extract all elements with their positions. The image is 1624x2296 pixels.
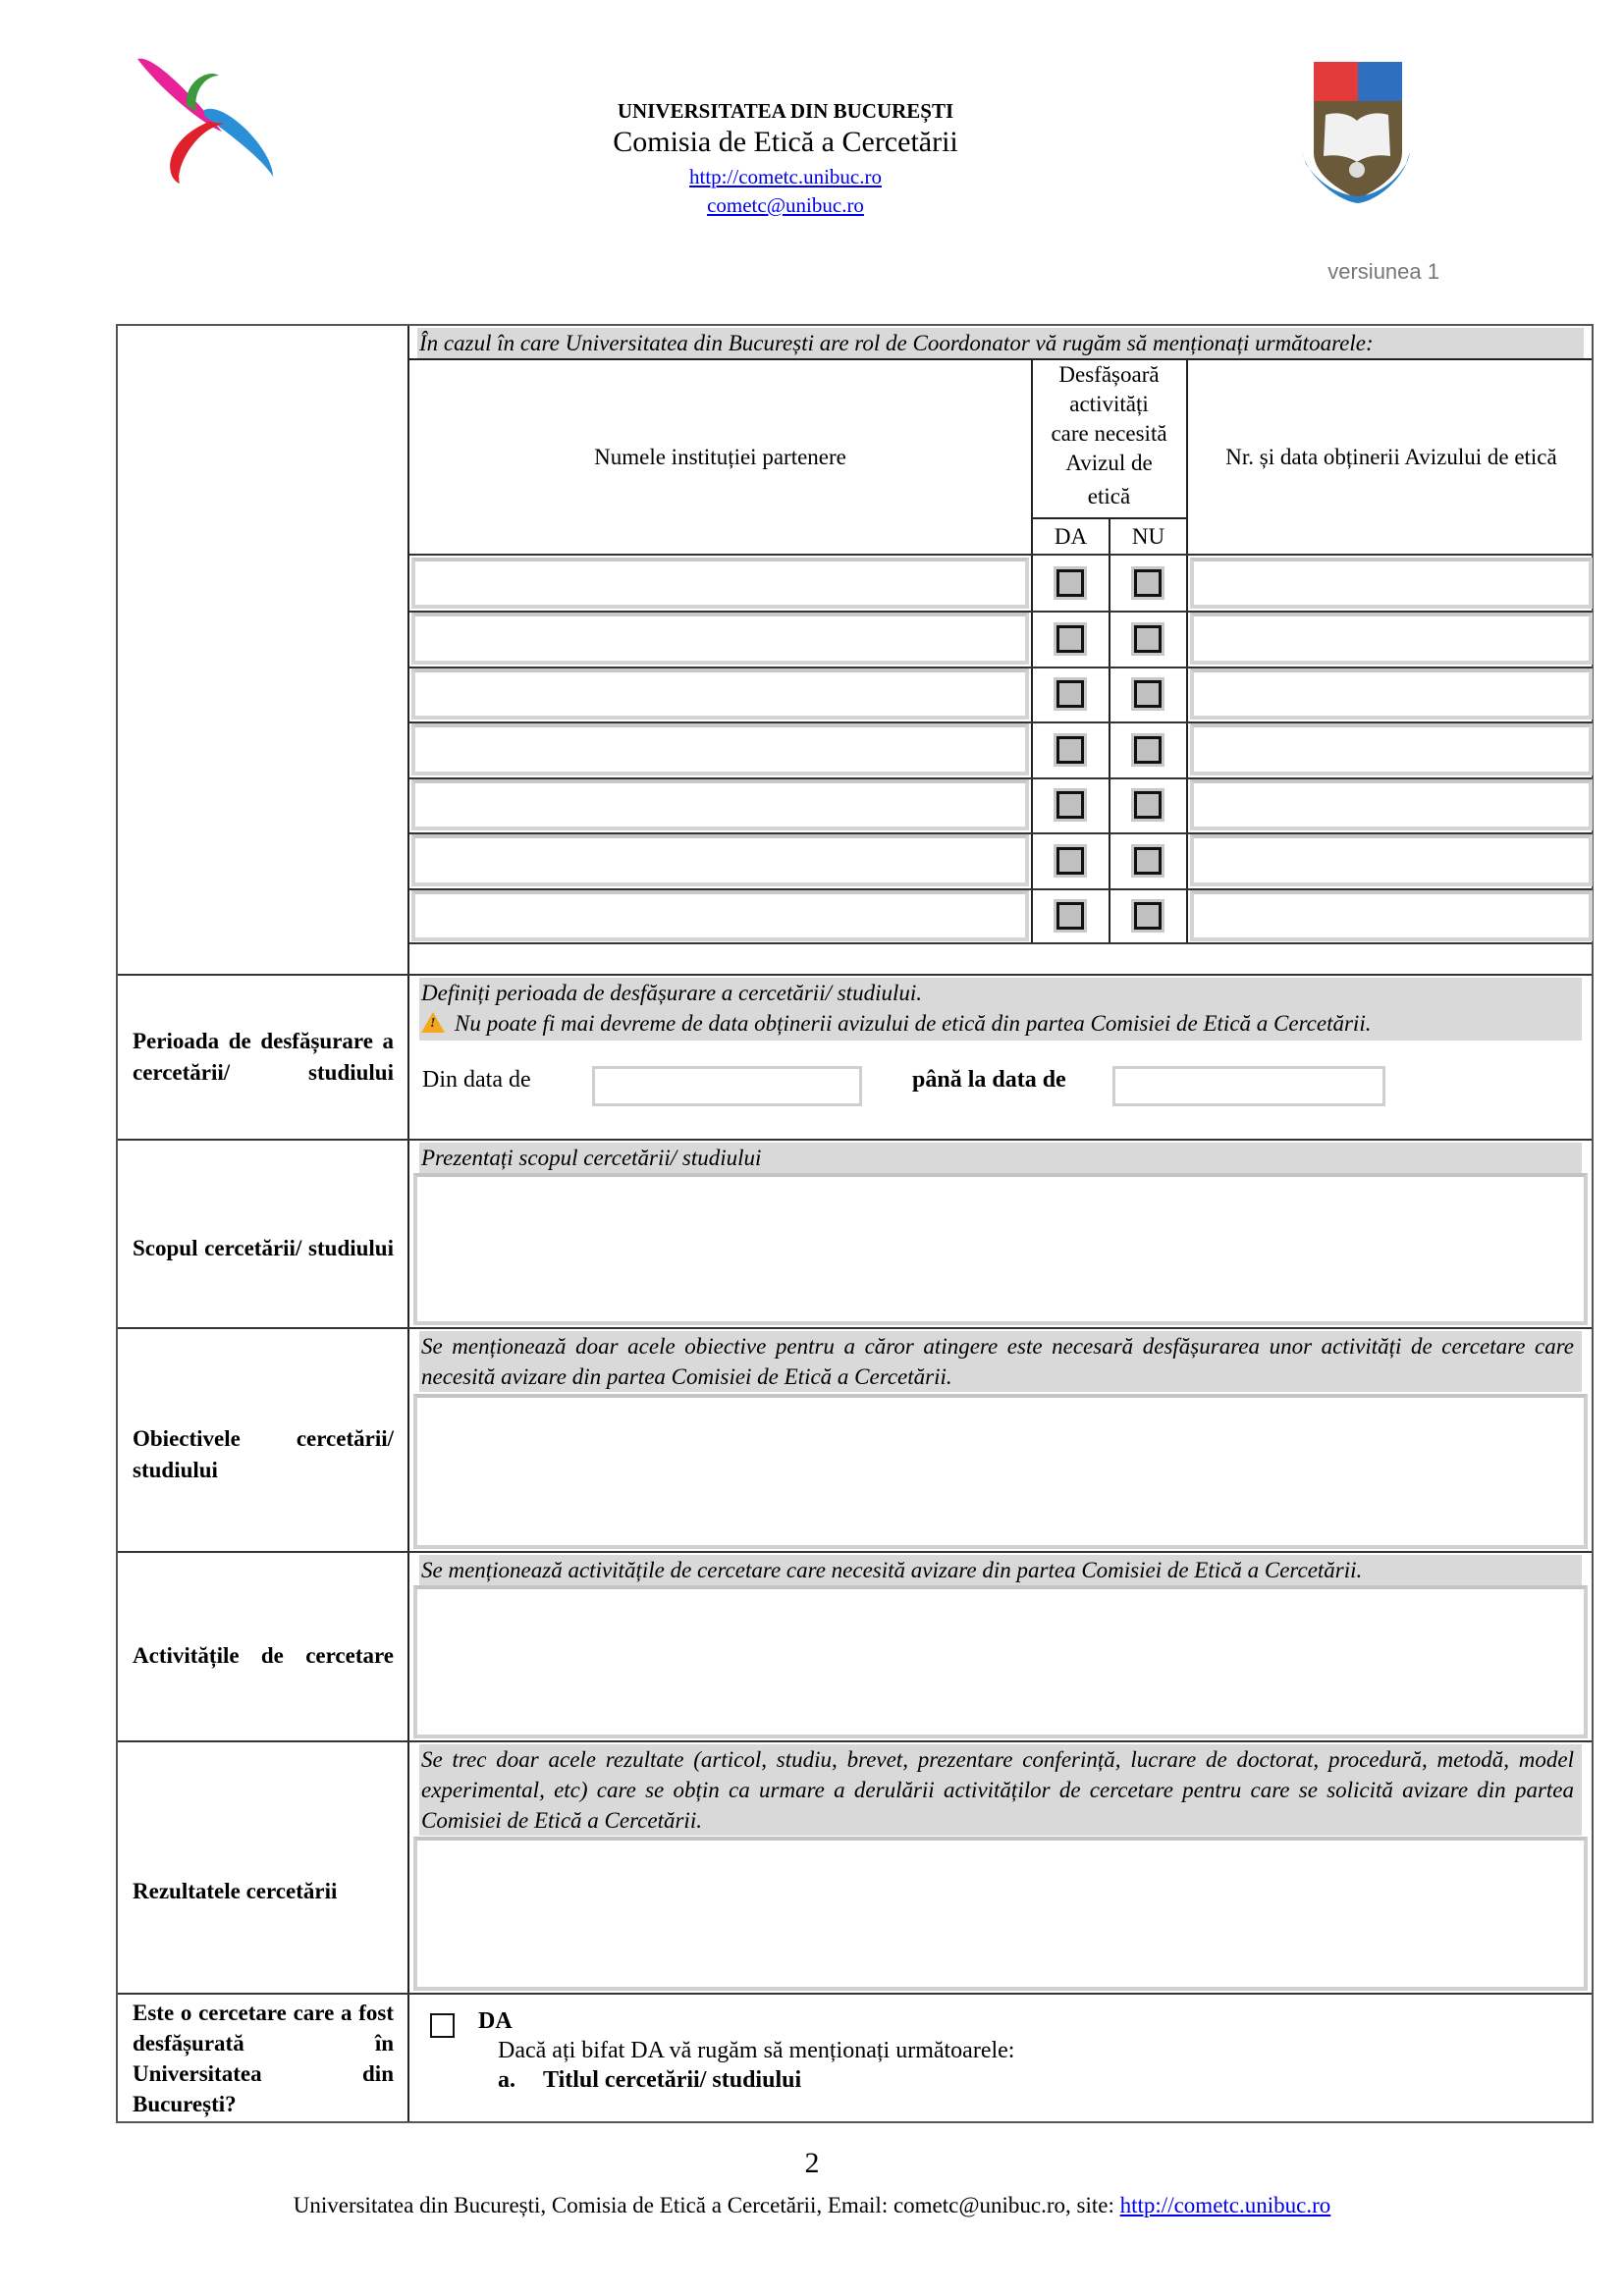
previous-research-label: Este o cercetare care a fost desfășurată în Universitatea din București?: [133, 2000, 394, 2116]
version-label: versiunea 1: [1327, 259, 1439, 284]
nu-checkbox[interactable]: [1134, 902, 1162, 930]
approval-header: Nr. și data obținerii Avizului de etică: [1225, 444, 1557, 469]
from-date-input[interactable]: [592, 1066, 862, 1106]
previous-research-row: [118, 1995, 1592, 2121]
da-header: DA: [1054, 524, 1088, 549]
period-label: Perioada de desfășurare a cercetării/ studiului: [133, 1029, 394, 1085]
da-checkbox[interactable]: [1056, 791, 1084, 819]
period-row: [118, 976, 1592, 1141]
results-row: [118, 1742, 1592, 1995]
from-date-label: Din data de: [422, 1067, 531, 1093]
results-label: Rezultatele cercetării: [133, 1878, 338, 1903]
approval-input[interactable]: [1190, 890, 1593, 941]
scope-hint: Prezentați scopul cercetării/ studiului: [419, 1143, 1582, 1173]
nu-checkbox[interactable]: [1134, 625, 1162, 653]
scope-label-cell: [118, 1141, 409, 1327]
nu-checkbox[interactable]: [1134, 736, 1162, 764]
period-warning: ! Nu poate fi mai devreme de data obținerii avizului de etică din partea Comisiei de Etică a Cercetării.: [421, 1008, 1582, 1039]
partner-name-input[interactable]: [411, 779, 1029, 830]
warning-icon: !: [421, 1012, 445, 1033]
to-date-label: până la data de: [912, 1067, 1066, 1093]
approval-input[interactable]: [1190, 558, 1593, 609]
da-checkbox[interactable]: [1056, 847, 1084, 875]
results-label-cell: [118, 1742, 409, 1993]
activities-label-cell: [118, 1553, 409, 1740]
approval-input[interactable]: [1190, 834, 1593, 886]
approval-input[interactable]: [1190, 668, 1593, 720]
to-date-input[interactable]: [1112, 1066, 1385, 1106]
partner-name-input[interactable]: [411, 723, 1029, 775]
footer-website-link[interactable]: http://cometc.unibuc.ro: [1119, 2193, 1331, 2217]
page-number: 2: [804, 2147, 820, 2179]
results-hint: Se trec doar acele rezultate (articol, studiu, brevet, prezentare conferință, lucrare de doctorat, procedură, metodă, model experimental, etc) care se obțin ca urmare a derulării activităților de cercetare pentru care se solicită avizare din partea Comisiei de Etică a Cercetării.: [419, 1744, 1582, 1836]
objectives-row: [118, 1329, 1592, 1553]
cometc-logo: [126, 51, 283, 188]
partner-name-input[interactable]: [411, 890, 1029, 941]
university-name: UNIVERSITATEA DIN BUCUREȘTI: [617, 99, 954, 123]
item-label: Titlul cercetării/ studiului: [543, 2067, 802, 2093]
research-form-table: [116, 324, 1594, 2123]
partner-name-input[interactable]: [411, 558, 1029, 609]
results-textarea[interactable]: [413, 1837, 1588, 1991]
scope-row: [118, 1141, 1592, 1329]
university-coat-of-arms: [1294, 54, 1417, 206]
approval-input[interactable]: [1190, 779, 1593, 830]
period-hint: Definiți perioada de desfășurare a cercetării/ studiului.: [421, 981, 922, 1005]
nu-checkbox[interactable]: [1134, 680, 1162, 708]
da-checkbox[interactable]: [1056, 680, 1084, 708]
coat-of-arms-icon: [1294, 54, 1417, 206]
previous-research-label-cell: [118, 1995, 409, 2121]
approval-input[interactable]: [1190, 723, 1593, 775]
nu-checkbox[interactable]: [1134, 569, 1162, 597]
partners-row: [118, 326, 1592, 976]
period-label-cell: [118, 976, 409, 1139]
da-checkbox[interactable]: [430, 2013, 455, 2038]
scope-label: Scopul cercetării/ studiului: [133, 1236, 394, 1260]
objectives-textarea[interactable]: [413, 1394, 1588, 1549]
objectives-label-cell: [118, 1329, 409, 1551]
footer-text: Universitatea din București, Comisia de Etică a Cercetării, Email: cometc@unibuc.ro, site:: [293, 2193, 1120, 2217]
partners-hint: În cazul în care Universitatea din București are rol de Coordonator vă rugăm să menționați următoarele:: [417, 328, 1584, 358]
previous-research-instruction: Dacă ați bifat DA vă rugăm să menționați următoarele:: [498, 2038, 1015, 2063]
nu-checkbox[interactable]: [1134, 847, 1162, 875]
partner-name-input[interactable]: [411, 834, 1029, 886]
objectives-hint: Se menționează doar acele obiective pentru a căror atingere este necesară desfășurarea unor activități de cercetare care necesită avizare din partea Comisiei de Etică a Cercetării.: [419, 1331, 1582, 1392]
approval-input[interactable]: [1190, 613, 1593, 665]
nu-checkbox[interactable]: [1134, 791, 1162, 819]
scope-textarea[interactable]: [413, 1173, 1588, 1325]
activities-hint: Se menționează activitățile de cercetare care necesită avizare din partea Comisiei de Etică a Cercetării.: [419, 1555, 1582, 1585]
da-checkbox[interactable]: [1056, 625, 1084, 653]
commission-name: Comisia de Etică a Cercetării: [613, 126, 958, 158]
activities-label: Activitățile de cercetare: [133, 1642, 394, 1668]
activities-header: Desfășoară activități care necesită Avizul de etică: [1051, 362, 1167, 508]
activities-row: [118, 1553, 1592, 1742]
cometc-logo-icon: [126, 51, 283, 188]
partner-name-input[interactable]: [411, 613, 1029, 665]
da-checkbox[interactable]: [1056, 902, 1084, 930]
title-item: [498, 2067, 801, 2094]
period-hint-box: [419, 978, 1582, 1041]
footer: [0, 2193, 1624, 2218]
partner-name-header: Numele instituției partenere: [594, 444, 846, 469]
da-option-label: DA: [478, 2008, 513, 2034]
objectives-label: Obiectivele cercetării/ studiului: [133, 1426, 394, 1482]
email-link[interactable]: cometc@unibuc.ro: [707, 193, 864, 217]
website-link[interactable]: http://cometc.unibuc.ro: [689, 165, 882, 188]
da-checkbox[interactable]: [1056, 736, 1084, 764]
activities-textarea[interactable]: [413, 1585, 1588, 1738]
nu-header: NU: [1131, 524, 1165, 549]
item-marker: a.: [498, 2067, 515, 2093]
da-checkbox[interactable]: [1056, 569, 1084, 597]
partners-label-cell: [118, 326, 409, 974]
partner-name-input[interactable]: [411, 668, 1029, 720]
